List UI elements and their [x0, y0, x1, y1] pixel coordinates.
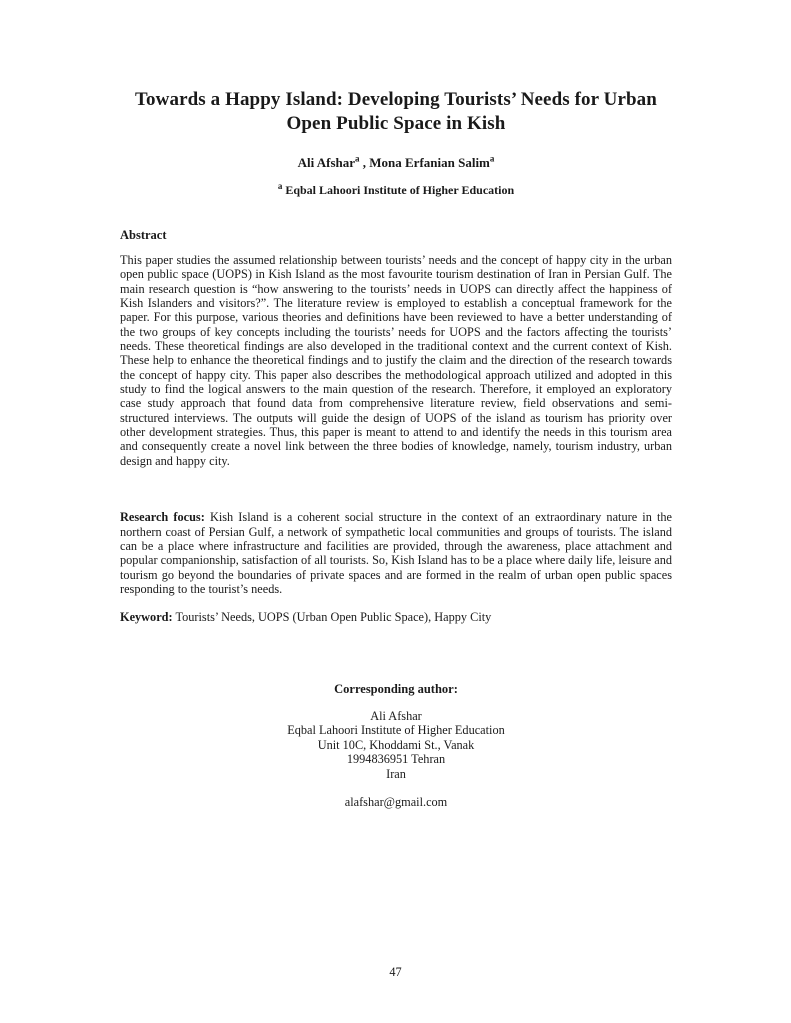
keyword-paragraph: [120, 610, 672, 624]
keyword-label: Keyword:: [120, 610, 173, 625]
corresponding-author-address-line1: Unit 10C, Khoddami St., Vanak: [317, 737, 475, 752]
corresponding-author-country: Iran: [386, 766, 406, 781]
affiliation-line: [120, 183, 672, 198]
corresponding-author-email: alafshar@gmail.com: [344, 795, 448, 810]
corresponding-author-heading: Corresponding author:: [334, 681, 458, 696]
keyword-text: Tourists’ Needs, UOPS (Urban Open Public Space), Happy City: [175, 610, 492, 625]
page-number: 47: [389, 965, 402, 979]
corresponding-author-address-line2: 1994836951 Tehran: [346, 752, 446, 767]
paper-title: Towards a Happy Island: Developing Tourists’ Needs for Urban Open Public Space in Kish: [135, 89, 657, 134]
research-focus-label: Research focus:: [120, 510, 205, 525]
corresponding-author-institution: Eqbal Lahoori Institute of Higher Education: [287, 723, 505, 738]
affiliation-name: Eqbal Lahoori Institute of Higher Education: [285, 183, 515, 197]
author-separator: ,: [359, 155, 370, 170]
author-2-name: Mona Erfanian Salim: [369, 155, 490, 170]
author-2-affiliation-mark: a: [489, 153, 495, 164]
research-focus-text: Kish Island is a coherent social structure in the context of an extraordinary nature in the northern coast of Persian Gulf, a network of sympathetic local communities and groups of tourists. The island can be a place where infrastructure and facilities are provided, through the awareness, place attachment and popular companionship, satisfaction of all tourists. So, Kish Island has to be a place where daily life, leisure and tourism go beyond the boundaries of private spaces and are formed in the realm of urban open public spaces responding to the tourist’s needs.: [120, 510, 672, 596]
corresponding-author-name: Ali Afshar: [370, 708, 422, 723]
abstract-text: This paper studies the assumed relationship between tourists’ needs and the concept of happy city in the urban open public space (UOPS) in Kish Island as the most favourite tourism destination of Iran in Persian Gulf. The main research question is “how answering to the tourists’ needs in UOPS can directly affect the happiness of Kish Islanders and visitors?”. The literature review is employed to establish a conceptual framework for the paper. For this purpose, various theories and definitions have been reviewed to have a better understanding of the two groups of key concepts including the tourists’ needs for UOPS and the factors affecting the tourists’ needs. These theoretical findings are also developed in the traditional context and the current context of Kish. These help to enhance the theoretical findings and to justify the claim and the direction of the research towards the concept of happy city. This paper also describes the methodological approach utilized and adopted in this study to find the logical answers to the main question of the research. Therefore, it employed an exploratory case study approach that found data from comprehensive literature review, field observations and semi-structured interviews. The outputs will guide the design of UOPS of the island as tourism has priority over other development strategies. Thus, this paper is meant to attend to and identify the needs in this tourism area and consequently create a novel link between the three bodies of knowledge, namely, tourism industry, urban design and happy city.: [120, 253, 672, 468]
corresponding-author-block: [120, 709, 672, 782]
abstract-heading: Abstract: [120, 228, 167, 242]
content-column: [120, 0, 672, 810]
research-focus-paragraph: [120, 510, 672, 596]
author-1-affiliation-mark: a: [355, 153, 360, 164]
author-byline: [120, 155, 672, 171]
author-1-name: Ali Afshar: [297, 155, 356, 170]
affiliation-mark: a: [277, 181, 283, 191]
